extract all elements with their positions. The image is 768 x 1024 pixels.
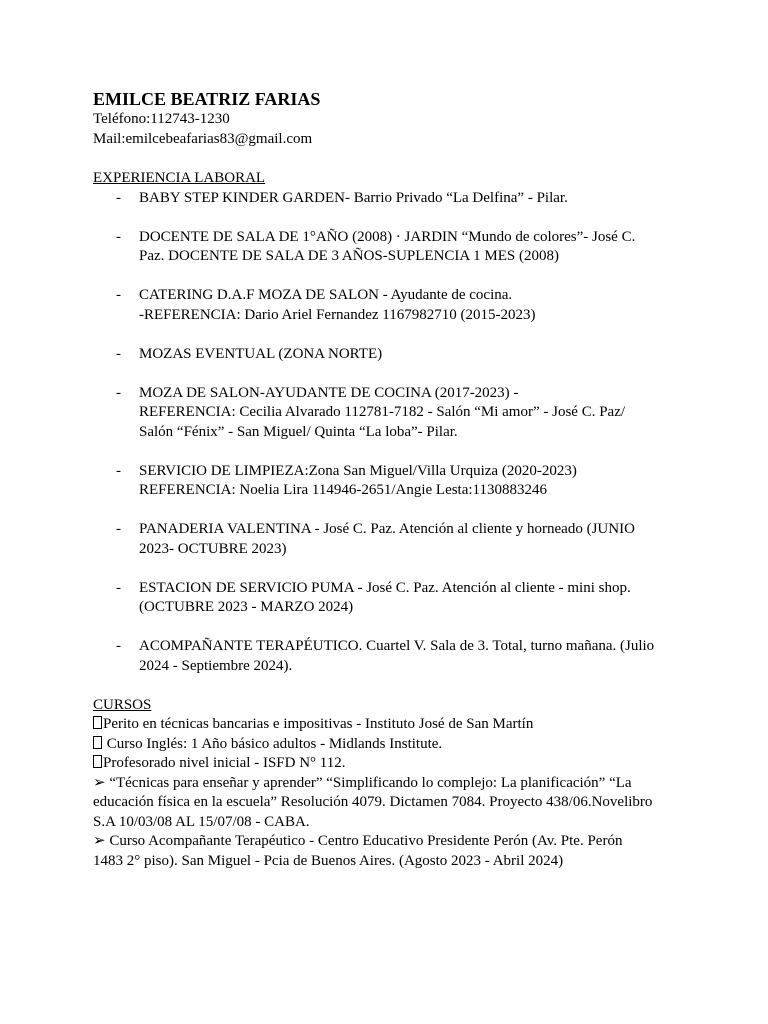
course-line	[93, 754, 693, 774]
bullet-dash: -	[116, 462, 121, 479]
phone-line: Teléfono:112743-1230	[93, 111, 230, 127]
course-text: Curso Inglés: 1 Año básico adultos - Midlands Institute.	[103, 735, 443, 752]
experience-item	[93, 579, 693, 618]
course-line	[93, 715, 693, 735]
experience-item	[93, 228, 693, 267]
missing-glyph-icon	[93, 716, 102, 729]
experience-line: PANADERIA VALENTINA - José C. Paz. Atención al cliente y horneado (JUNIO	[139, 521, 635, 537]
bullet-dash: -	[116, 189, 121, 206]
course-line: S.A 10/03/08 AL 15/07/08 - CABA.	[93, 813, 310, 830]
bullet-dash: -	[116, 287, 121, 303]
experience-list	[93, 189, 693, 677]
course-line: educación física en la escuela” Resolución 4079. Dictamen 7084. Proyecto 438/06.Novelibro	[93, 794, 653, 810]
bullet-dash: -	[116, 345, 121, 362]
experience-line: -REFERENCIA: Dario Ariel Fernandez 1167982710 (2015-2023)	[139, 306, 536, 323]
experience-line: Paz. DOCENTE DE SALA DE 3 AÑOS-SUPLENCIA 1 MES (2008)	[139, 248, 559, 264]
course-line: ➢ Curso Acompañante Terapéutico - Centro Educativo Presidente Perón (Av. Pte. Perón	[93, 833, 623, 849]
experience-line: 2024 - Septiembre 2024).	[139, 657, 293, 674]
experience-line: 2023- OCTUBRE 2023)	[139, 540, 287, 557]
bullet-dash: -	[116, 228, 121, 245]
experience-line: REFERENCIA: Noelia Lira 114946-2651/Angie Lesta:1130883246	[139, 482, 547, 498]
experience-line: DOCENTE DE SALA DE 1°AÑO (2008) · JARDIN “Mundo de colores”- José C.	[139, 228, 636, 245]
bullet-dash: -	[116, 638, 121, 654]
experience-item	[93, 286, 693, 325]
experience-item	[93, 637, 693, 676]
experience-item	[93, 189, 693, 209]
bullet-dash: -	[116, 579, 121, 596]
missing-glyph-icon	[93, 755, 102, 768]
course-text: Perito en técnicas bancarias e impositivas - Instituto José de San Martín	[103, 716, 534, 732]
bullet-dash: -	[116, 521, 121, 537]
experience-line: SERVICIO DE LIMPIEZA:Zona San Miguel/Villa Urquiza (2020-2023)	[139, 462, 577, 479]
course-line: 1483 2° piso). San Miguel - Pcia de Buenos Aires. (Agosto 2023 - Abril 2024)	[93, 852, 564, 869]
experience-item	[93, 384, 693, 443]
email-line: Mail:emilcebeafarias83@gmail.com	[93, 130, 313, 147]
experience-line: REFERENCIA: Cecilia Alvarado 112781-7182 - Salón “Mi amor” - José C. Paz/	[139, 404, 626, 420]
courses-heading: CURSOS	[93, 696, 152, 713]
experience-line: BABY STEP KINDER GARDEN- Barrio Privado “La Delfina” - Pilar.	[139, 189, 568, 206]
cv-content	[93, 88, 693, 871]
course-line: ➢ “Técnicas para enseñar y aprender” “Simplificando lo complejo: La planificación” “La	[93, 774, 632, 791]
experience-line: (OCTUBRE 2023 - MARZO 2024)	[139, 599, 354, 615]
course-line	[93, 735, 693, 755]
experience-item	[93, 462, 693, 501]
experience-line: ESTACION DE SERVICIO PUMA - José C. Paz. Atención al cliente - mini shop.	[139, 579, 631, 596]
experience-line: MOZA DE SALON-AYUDANTE DE COCINA (2017-2023) -	[139, 384, 519, 401]
experience-line: CATERING D.A.F MOZA DE SALON - Ayudante de cocina.	[139, 287, 513, 303]
experience-heading: EXPERIENCIA LABORAL	[93, 170, 266, 186]
experience-item	[93, 345, 693, 365]
course-text: Profesorado nivel inicial - ISFD N° 112.	[103, 755, 346, 771]
experience-line: Salón “Fénix” - San Miguel/ Quinta “La loba”- Pilar.	[139, 423, 458, 440]
candidate-name: EMILCE BEATRIZ FARIAS	[93, 89, 321, 109]
bullet-dash: -	[116, 384, 121, 401]
missing-glyph-icon	[93, 736, 102, 749]
experience-line: MOZAS EVENTUAL (ZONA NORTE)	[139, 345, 383, 362]
experience-line: ACOMPAÑANTE TERAPÉUTICO. Cuartel V. Sala de 3. Total, turno mañana. (Julio	[139, 638, 655, 654]
experience-item	[93, 520, 693, 559]
